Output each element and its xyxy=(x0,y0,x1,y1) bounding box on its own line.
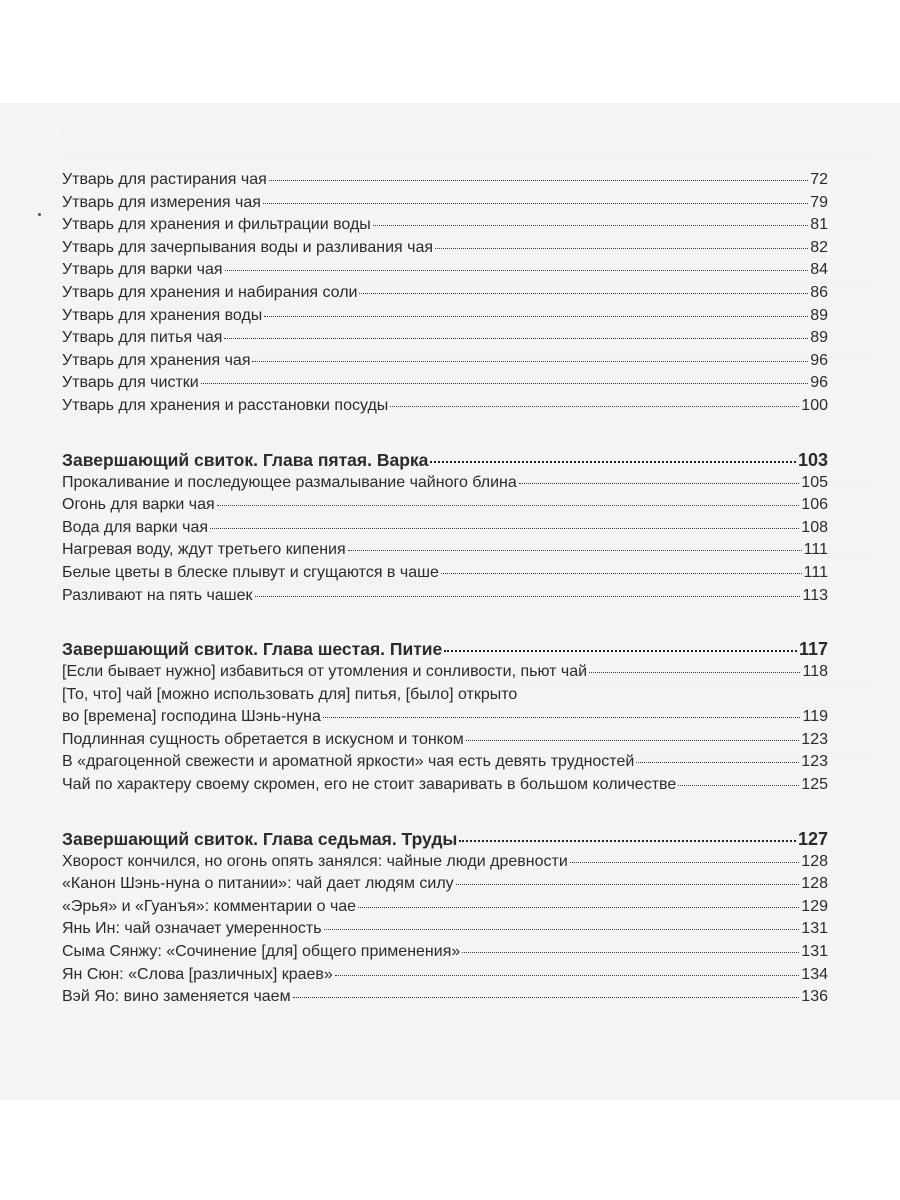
toc-entry-title: Утварь для зачерпывания воды и разливания чая xyxy=(62,238,434,256)
toc-entry[interactable] xyxy=(62,372,828,395)
toc-entry[interactable] xyxy=(62,774,828,797)
toc-entry-title: Утварь для питья чая xyxy=(62,329,223,347)
dot-leader xyxy=(252,361,808,362)
toc-entry-title: «Канон Шэнь-нуна о питании»: чай дает людям силу xyxy=(62,875,454,893)
chapter-heading[interactable] xyxy=(62,827,828,851)
toc-entry-title: во [времена] господина Шэнь-нуна xyxy=(62,708,321,726)
chapter-title: Завершающий свиток. Глава шестая. Питие xyxy=(62,639,443,660)
toc-entry-page: 96 xyxy=(810,374,828,392)
toc-entry-title: В «драгоценной свежести и ароматной яркости» чая есть девять трудностей xyxy=(62,753,635,771)
dot-leader xyxy=(225,270,809,271)
toc-entry-page: 79 xyxy=(810,193,828,211)
toc-entry-page: 81 xyxy=(810,216,828,234)
toc-entry[interactable] xyxy=(62,986,828,1009)
toc-entry-title: [Если бывает нужно] избавиться от утомления и сонливости, пьют чай xyxy=(62,663,588,681)
dot-leader xyxy=(459,840,796,842)
toc-entry-page: 89 xyxy=(810,306,828,324)
toc-entry[interactable] xyxy=(62,305,828,328)
toc-entry-title-first-line: [То, что] чай [можно использовать для] питья, [было] открыто xyxy=(62,685,518,703)
dot-leader xyxy=(456,884,800,885)
toc-entry-title: Прокаливание и последующее размалывание чайного блина xyxy=(62,473,517,491)
toc-entry-title: Утварь для хранения воды xyxy=(62,306,263,324)
toc-entry-page: 123 xyxy=(801,730,828,748)
dot-leader xyxy=(589,672,800,673)
toc-entry[interactable] xyxy=(62,237,828,260)
toc-entry-page: 100 xyxy=(801,396,828,414)
toc-entry-title: Вода для варки чая xyxy=(62,518,209,536)
toc-entry-page: 89 xyxy=(810,329,828,347)
chapter-title: Завершающий свиток. Глава пятая. Варка xyxy=(62,449,429,470)
toc-entry[interactable] xyxy=(62,350,828,373)
dot-leader xyxy=(570,862,800,863)
toc-entry-title: Вэй Яо: вино заменяется чаем xyxy=(62,988,291,1006)
toc-entry-page: 129 xyxy=(801,897,828,915)
toc-entry-page: 86 xyxy=(810,283,828,301)
dot-leader xyxy=(373,225,808,226)
toc-entry-title: Утварь для хранения и набирания соли xyxy=(62,283,358,301)
toc-entry-page: 136 xyxy=(801,988,828,1006)
toc-entry[interactable] xyxy=(62,873,828,896)
toc-entry-title: Утварь для измерения чая xyxy=(62,193,261,211)
dot-leader xyxy=(269,180,808,181)
toc-entry[interactable] xyxy=(62,851,828,874)
toc-entry-title: Нагревая воду, ждут третьего кипения xyxy=(62,541,346,559)
toc-entry-page: 125 xyxy=(801,776,828,794)
dot-leader xyxy=(335,975,800,976)
toc-entry-page: 128 xyxy=(801,875,828,893)
dot-leader xyxy=(263,203,808,204)
dot-leader xyxy=(466,740,800,741)
toc-entry[interactable] xyxy=(62,585,828,608)
toc-entry-title: Янь Ин: чай означает умеренность xyxy=(62,920,322,938)
toc-entry-title: Утварь для хранения и фильтрации воды xyxy=(62,216,371,234)
toc-entry-page: 84 xyxy=(810,261,828,279)
toc-entry-page: 96 xyxy=(810,351,828,369)
section-gap xyxy=(62,607,828,621)
toc-entry[interactable] xyxy=(62,472,828,495)
toc-entry-title: Чай по характеру своему скромен, его не стоит заваривать в большом количестве xyxy=(62,776,677,794)
dot-leader xyxy=(462,952,799,953)
toc-entry-title: Огонь для варки чая xyxy=(62,496,215,514)
toc-entry-title: Хворост кончился, но огонь опять занялся: чайные люди древности xyxy=(62,852,568,870)
dot-leader xyxy=(323,717,801,718)
dot-leader xyxy=(324,929,800,930)
toc-entry-page: 119 xyxy=(802,708,828,726)
section-chapter-six xyxy=(62,637,828,797)
toc-entry[interactable] xyxy=(62,562,828,585)
dot-leader xyxy=(217,505,800,506)
toc-entry-page: 123 xyxy=(801,753,828,771)
toc-entry-page: 131 xyxy=(801,943,828,961)
toc-entry[interactable] xyxy=(62,282,828,305)
toc-entry[interactable] xyxy=(62,169,828,192)
toc-entry-title: Разливают на пять чашек xyxy=(62,586,253,604)
toc-entry-page: 131 xyxy=(801,920,828,938)
toc-entry-title: Утварь для хранения чая xyxy=(62,351,251,369)
toc-entry-page: 111 xyxy=(803,541,828,559)
section-chapter-seven xyxy=(62,827,828,1009)
toc-entry[interactable] xyxy=(62,896,828,919)
dot-leader xyxy=(264,316,808,317)
toc-entry-page: 106 xyxy=(801,496,828,514)
dot-leader xyxy=(390,406,799,407)
toc-entry[interactable] xyxy=(62,214,828,237)
chapter-heading[interactable] xyxy=(62,637,828,661)
dot-leader xyxy=(358,907,799,908)
section-gap xyxy=(62,418,828,432)
dot-leader xyxy=(293,997,800,998)
toc-entry[interactable] xyxy=(62,327,828,350)
dot-leader xyxy=(224,338,808,339)
dot-leader xyxy=(210,528,799,529)
dot-leader xyxy=(435,248,808,249)
toc-entry-page: 108 xyxy=(801,518,828,536)
toc-entry[interactable] xyxy=(62,517,828,540)
toc-entry-title: Утварь для чистки xyxy=(62,374,199,392)
dot-leader xyxy=(441,573,802,574)
dot-leader xyxy=(348,550,802,551)
toc-entry-title: Утварь для варки чая xyxy=(62,261,223,279)
toc-entry-page: 105 xyxy=(801,473,828,491)
dot-leader xyxy=(430,461,796,463)
toc-entry[interactable] xyxy=(62,259,828,282)
toc-entry[interactable] xyxy=(62,918,828,941)
dot-leader xyxy=(678,785,799,786)
chapter-page: 103 xyxy=(797,449,828,470)
dot-leader xyxy=(519,483,800,484)
toc-entry-line[interactable] xyxy=(62,684,828,707)
toc-entry-page: 128 xyxy=(801,852,828,870)
chapter-page: 117 xyxy=(798,639,828,660)
chapter-heading[interactable] xyxy=(62,448,828,472)
table-of-contents xyxy=(62,169,828,1009)
toc-entry[interactable] xyxy=(62,494,828,517)
toc-entry[interactable] xyxy=(62,192,828,215)
toc-entry-title: Подлинная сущность обретается в искусном и тонком xyxy=(62,730,464,748)
toc-entry-title: Сыма Сянжу: «Сочинение [для] общего применения» xyxy=(62,943,461,961)
section-utensils xyxy=(62,169,828,418)
toc-entry-title: «Эрья» и «Гуанъя»: комментарии о чае xyxy=(62,897,357,915)
chapter-title: Завершающий свиток. Глава седьмая. Труды xyxy=(62,828,458,849)
toc-entry-title: Утварь для хранения и расстановки посуды xyxy=(62,396,389,414)
dot-leader xyxy=(636,762,799,763)
dot-leader xyxy=(444,650,797,652)
toc-entry-page: 113 xyxy=(802,586,828,604)
toc-entry[interactable] xyxy=(62,964,828,987)
dot-leader xyxy=(359,293,808,294)
dot-leader xyxy=(201,383,808,384)
toc-entry[interactable] xyxy=(62,941,828,964)
toc-entry[interactable] xyxy=(62,706,828,729)
toc-entry-page: 118 xyxy=(802,663,828,681)
print-speck xyxy=(38,213,41,216)
section-gap xyxy=(62,797,828,811)
toc-entry-title: Белые цветы в блеске плывут и сгущаются в чаше xyxy=(62,563,439,581)
toc-entry[interactable] xyxy=(62,539,828,562)
toc-entry-title: Утварь для растирания чая xyxy=(62,171,267,188)
toc-entry-title: Ян Сюн: «Слова [различных] краев» xyxy=(62,965,333,983)
toc-entry[interactable] xyxy=(62,661,828,684)
toc-entry[interactable] xyxy=(62,729,828,752)
toc-entry-page: 111 xyxy=(803,563,828,581)
dot-leader xyxy=(255,596,801,597)
section-chapter-five xyxy=(62,448,828,608)
toc-entry[interactable] xyxy=(62,395,828,418)
toc-entry[interactable] xyxy=(62,751,828,774)
toc-entry-page: 134 xyxy=(801,965,828,983)
chapter-page: 127 xyxy=(797,828,828,849)
toc-entry-page: 82 xyxy=(810,238,828,256)
toc-entry-page: 72 xyxy=(810,171,828,188)
